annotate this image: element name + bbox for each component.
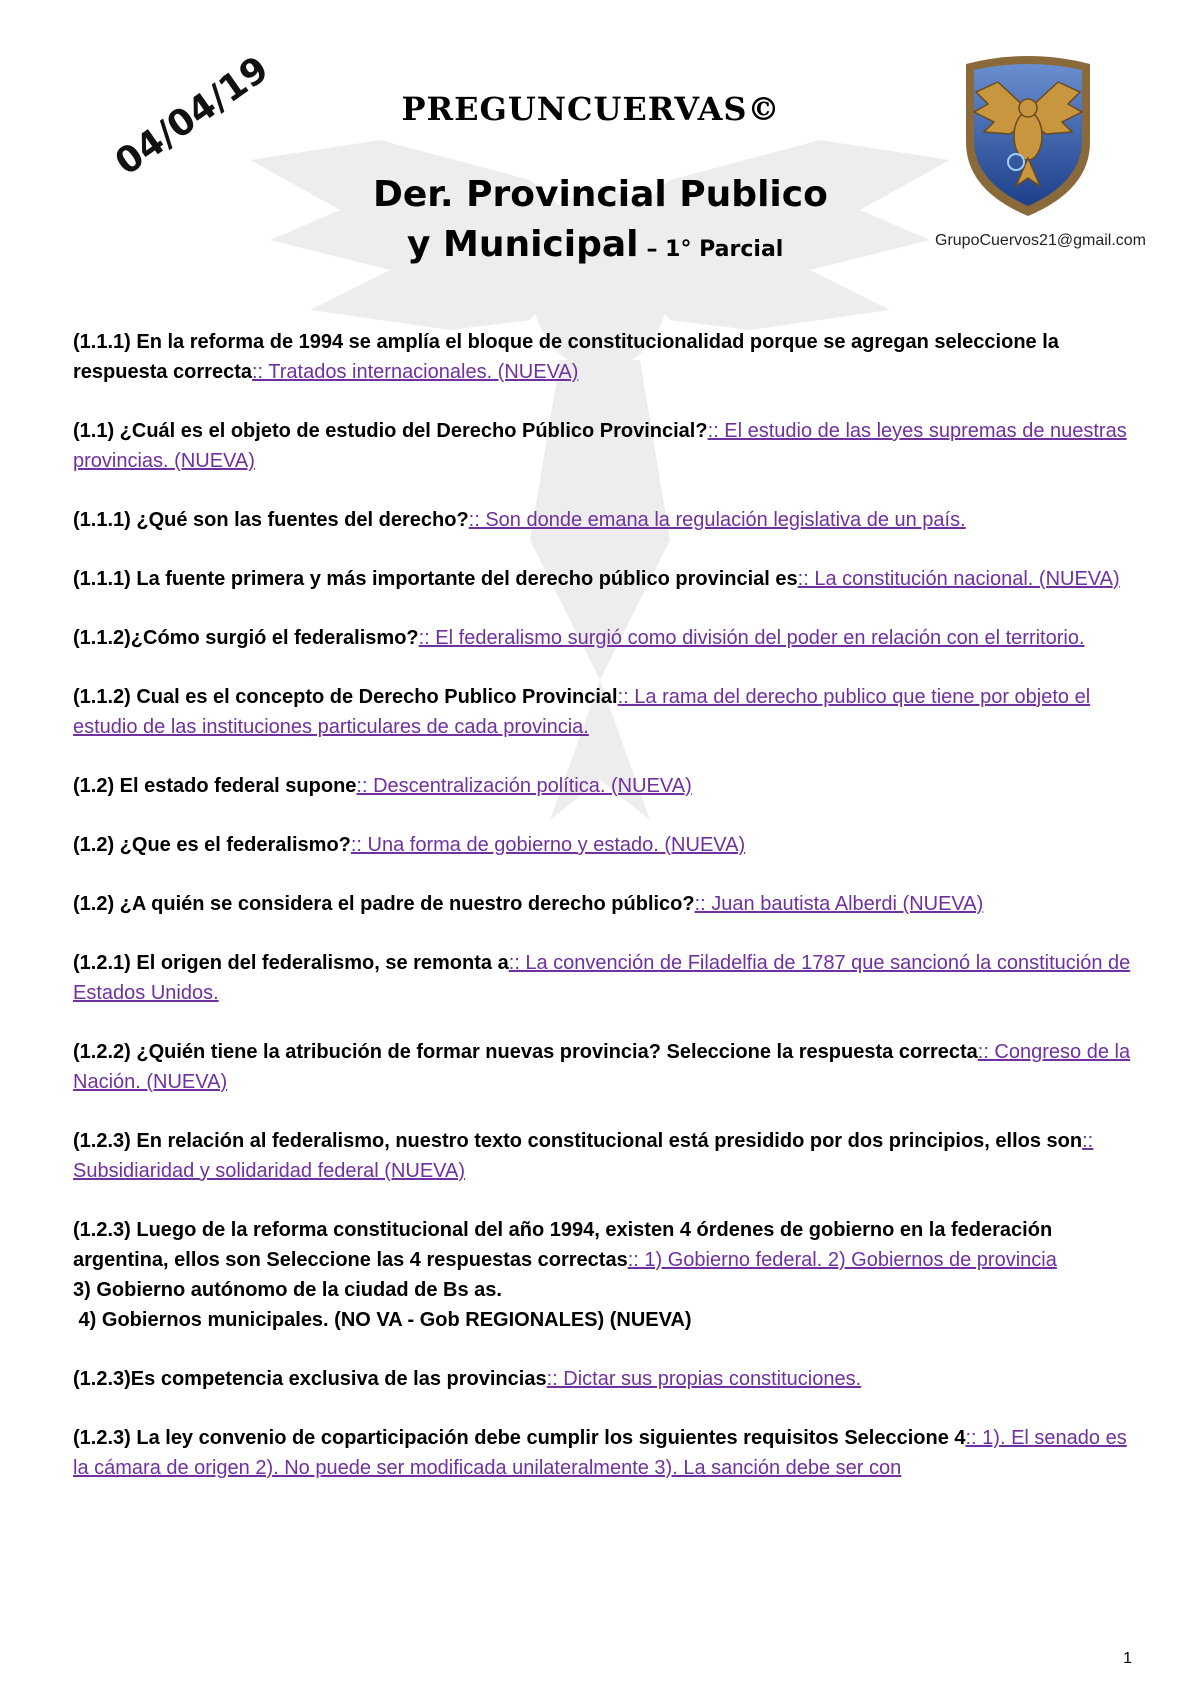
- brand-title: PREGUNCUERVAS©: [401, 90, 781, 128]
- answer-text: :: La convención de Filadelfia de 1787 que sancionó la constitución de Estados Unidos.: [73, 952, 1131, 1004]
- answer-text: :: Tratados internacionales. (NUEVA): [251, 361, 579, 383]
- answer-continuation: 4) Gobiernos municipales. (NO VA - Gob REGIONALES) (NUEVA): [73, 1309, 692, 1331]
- question-item: (1.2.3) La ley convenio de coparticipación debe cumplir los siguientes requisitos Seleccione 4:: 1). El senado es la cámara de origen 2). No puede ser modificada unilateralmente 3). La sanción debe ser con: [73, 1427, 1127, 1479]
- answer-text: :: Juan bautista Alberdi (NUEVA): [694, 893, 984, 915]
- date-stamp: 04/04/19: [108, 48, 277, 184]
- question-item: (1.2) El estado federal supone:: Descentralización política. (NUEVA): [73, 775, 692, 797]
- question-item: (1.2) ¿Que es el federalismo?:: Una forma de gobierno y estado. (NUEVA): [73, 834, 746, 856]
- contact-email: GrupoCuervos21@gmail.com: [935, 232, 1146, 249]
- question-item: (1.2.3)Es competencia exclusiva de las provincias:: Dictar sus propias constituciones.: [73, 1368, 862, 1390]
- question-item: (1.1) ¿Cuál es el objeto de estudio del Derecho Público Provincial?:: El estudio de las leyes supremas de nuestras provincias. (NUEVA): [73, 420, 1127, 472]
- answer-text: :: El estudio de las leyes supremas de nuestras provincias. (NUEVA): [73, 420, 1127, 472]
- page-title-line1: Der. Provincial Publico: [373, 174, 828, 215]
- question-item: (1.2.2) ¿Quién tiene la atribución de formar nuevas provincia? Seleccione la respuesta correcta:: Congreso de la Nación. (NUEVA): [73, 1041, 1131, 1093]
- question-item: (1.2.1) El origen del federalismo, se remonta a:: La convención de Filadelfia de 1787 que sancionó la constitución de Estados Unidos.: [73, 952, 1131, 1004]
- answer-text: :: Subsidiaridad y solidaridad federal (NUEVA): [73, 1130, 1094, 1182]
- question-item: (1.2.3) En relación al federalismo, nuestro texto constitucional está presidido por dos principios, ellos son:: Subsidiaridad y solidaridad federal (NUEVA): [73, 1130, 1094, 1182]
- answer-text: :: La constitución nacional. (NUEVA): [797, 568, 1120, 590]
- title-subtitle: – 1° Parcial: [646, 237, 784, 262]
- question-item: (1.2.3) Luego de la reforma constitucional del año 1994, existen 4 órdenes de gobierno en la federación argentina, ellos son Seleccione las 4 respuestas correctas:: 1) Gobierno federal. 2) Gobiernos de provincia 3) Gobierno autónomo de la ciudad de Bs as. 4) Gobiernos municipales. (NO VA - Gob REGIONALES) (NUEVA): [73, 1215, 1133, 1335]
- answer-text: :: Dictar sus propias constituciones.: [546, 1368, 862, 1390]
- raven-crest-logo: [958, 52, 1098, 218]
- answer-text: :: 1). El senado es la cámara de origen 2). No puede ser modificada unilateralmente 3). La sanción debe ser con: [73, 1427, 1127, 1479]
- answer-text: :: Congreso de la Nación. (NUEVA): [73, 1041, 1131, 1093]
- answer-text: :: Descentralización política. (NUEVA): [356, 775, 692, 797]
- page-number: 1: [1123, 1650, 1132, 1667]
- question-item: (1.1.2) Cual es el concepto de Derecho Publico Provincial:: La rama del derecho publico que tiene por objeto el estudio de las instituciones particulares de cada provincia.: [73, 686, 1091, 738]
- answer-text: :: Una forma de gobierno y estado. (NUEVA): [350, 834, 746, 856]
- question-item: (1.2) ¿A quién se considera el padre de nuestro derecho público?:: Juan bautista Alberdi (NUEVA): [73, 893, 984, 915]
- question-list: [73, 327, 1133, 1512]
- answer-text: :: 1) Gobierno federal. 2) Gobiernos de provincia: [627, 1249, 1057, 1271]
- page-title-line2: y Municipal – 1° Parcial: [407, 224, 784, 265]
- question-item: (1.1.1) ¿Qué son las fuentes del derecho?:: Son donde emana la regulación legislativa de un país.: [73, 509, 966, 531]
- question-item: (1.1.1) En la reforma de 1994 se amplía el bloque de constitucionalidad porque se agregan seleccione la respuesta correcta:: Tratados internacionales. (NUEVA): [73, 331, 1059, 383]
- answer-continuation: 3) Gobierno autónomo de la ciudad de Bs as.: [73, 1279, 502, 1301]
- answer-text: :: La rama del derecho publico que tiene por objeto el estudio de las instituciones particulares de cada provincia.: [73, 686, 1091, 738]
- question-item: (1.1.1) La fuente primera y más importante del derecho público provincial es:: La constitución nacional. (NUEVA): [73, 568, 1120, 590]
- answer-text: :: Son donde emana la regulación legislativa de un país.: [468, 509, 966, 531]
- answer-text: :: El federalismo surgió como división del poder en relación con el territorio.: [418, 627, 1085, 649]
- question-item: (1.1.2)¿Cómo surgió el federalismo?:: El federalismo surgió como división del poder en relación con el territorio.: [73, 627, 1085, 649]
